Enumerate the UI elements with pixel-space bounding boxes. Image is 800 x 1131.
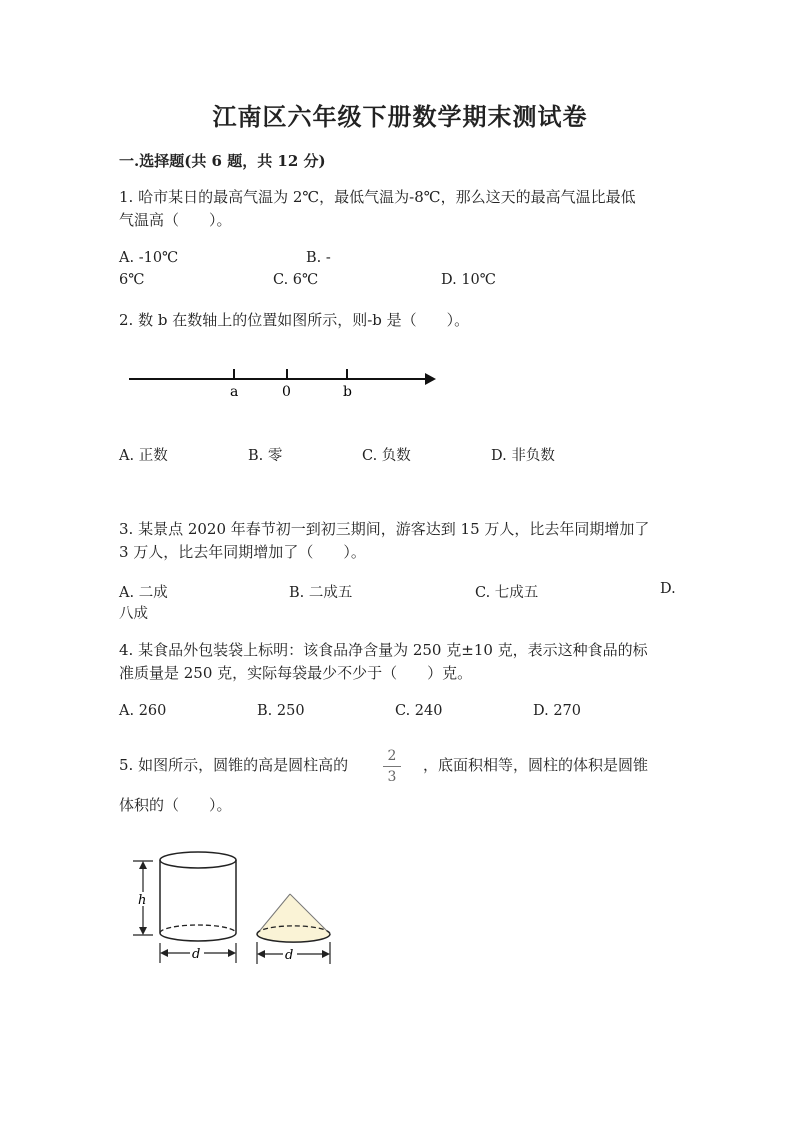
section-heading: 一.选择题(共 6 题，共 12 分) (119, 152, 326, 170)
q4-option-a[interactable]: A. 260 (119, 703, 167, 719)
number-line-figure (120, 360, 450, 400)
q1-option-a[interactable]: A. -10℃ (119, 250, 179, 266)
q3-option-d-part2[interactable]: 八成 (119, 606, 148, 622)
number-line-arrow-icon (425, 373, 436, 385)
q4-option-b[interactable]: B. 250 (257, 703, 305, 719)
question-3-line-2: 3 万人，比去年同期增加了（ ）。 (119, 543, 366, 561)
cylinder-diameter-label: d (192, 947, 201, 962)
cone-shape (257, 894, 330, 942)
question-5-line-2: 体积的（ ）。 (119, 796, 232, 814)
fraction-denominator: 3 (387, 769, 397, 785)
fraction-two-thirds (381, 748, 403, 785)
label-zero: 0 (282, 384, 291, 400)
q1-option-d[interactable]: D. 10℃ (441, 272, 496, 288)
question-2-line-1: 2. 数 b 在数轴上的位置如图所示，则-b 是（ ）。 (119, 311, 470, 329)
q4-option-c[interactable]: C. 240 (395, 703, 443, 719)
q3-option-d-part1[interactable]: D. (660, 581, 676, 597)
cone-diameter-label: d (285, 948, 294, 963)
question-4-line-1: 4. 某食品外包装袋上标明：该食品净含量为 250 克±10 克，表示这种食品的标 (119, 641, 648, 659)
q3-option-a[interactable]: A. 二成 (119, 585, 168, 601)
question-4-line-2: 准质量是 250 克，实际每袋最少不少于（ ）克。 (119, 664, 473, 682)
q2-option-a[interactable]: A. 正数 (119, 448, 168, 464)
cylinder-diameter-arrow (160, 943, 236, 963)
q3-option-c[interactable]: C. 七成五 (475, 585, 539, 601)
fraction-numerator: 2 (387, 748, 397, 764)
q1-option-b-part1[interactable]: B. - (306, 250, 331, 266)
cylinder-shape (160, 852, 236, 941)
q3-option-b[interactable]: B. 二成五 (289, 585, 353, 601)
q2-option-c[interactable]: C. 负数 (362, 448, 411, 464)
question-5-part-1: 5. 如图所示，圆锥的高是圆柱高的 (119, 756, 349, 774)
question-5-part-2: ，底面积相等，圆柱的体积是圆锥 (423, 756, 649, 774)
label-b: b (343, 384, 352, 400)
q1-option-b-part2[interactable]: 6℃ (119, 272, 145, 288)
height-arrow (133, 861, 153, 935)
q4-option-d[interactable]: D. 270 (533, 703, 582, 719)
question-3-line-1: 3. 某景点 2020 年春节初一到初三期间，游客达到 15 万人，比去年同期增加了 (119, 520, 650, 538)
cylinder-cone-figure (120, 845, 350, 970)
q2-option-b[interactable]: B. 零 (248, 448, 283, 464)
page-title: 江南区六年级下册数学期末测试卷 (212, 102, 588, 131)
q1-option-c[interactable]: C. 6℃ (273, 272, 319, 288)
question-1-line-2: 气温高（ ）。 (119, 211, 232, 229)
question-1-line-1: 1. 哈市某日的最高气温为 2℃，最低气温为-8℃，那么这天的最高气温比最低 (119, 188, 636, 206)
cone-diameter-arrow (257, 942, 330, 964)
label-a: a (230, 384, 239, 400)
height-label: h (138, 893, 147, 908)
q2-option-d[interactable]: D. 非负数 (491, 448, 555, 464)
